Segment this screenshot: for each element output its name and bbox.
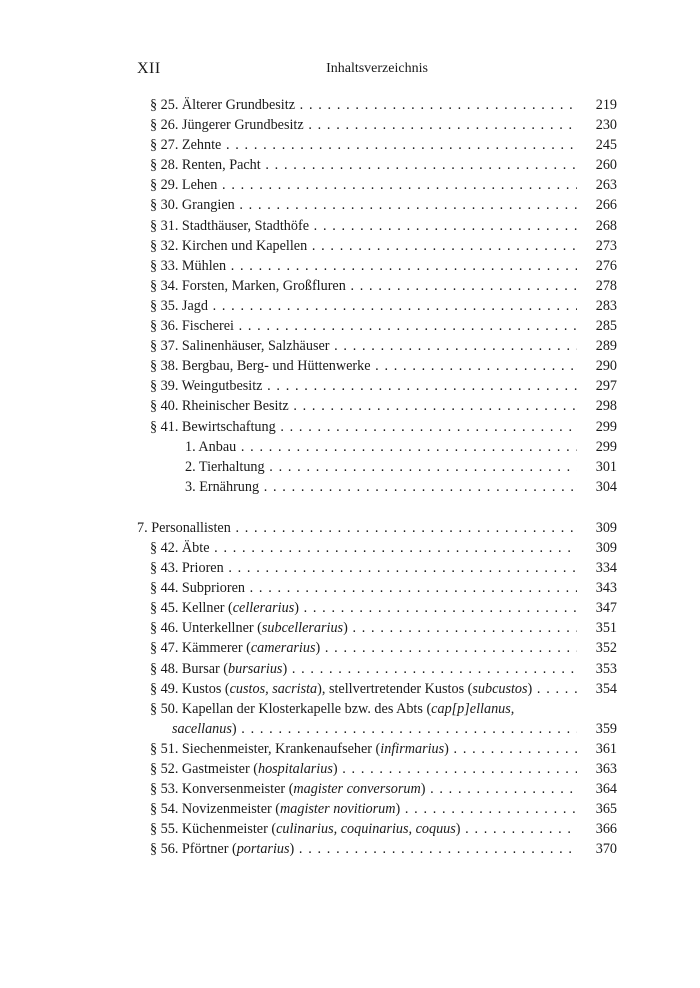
toc-entry — [137, 558, 617, 578]
toc-entry — [137, 396, 617, 416]
toc-entry — [137, 376, 617, 396]
toc-entry — [137, 799, 617, 819]
toc-entry-title: § 26. Jüngerer Grundbesitz . . . — [150, 115, 577, 135]
toc-entry — [137, 819, 617, 839]
toc-entry — [137, 336, 617, 356]
toc-entry-title: § 39. Weingutbesitz . . . — [150, 376, 577, 396]
toc-entry-title: § 51. Siechenmeister, Krankenaufseher (infirmarius) . . . — [150, 739, 577, 759]
toc-entry — [137, 598, 617, 618]
toc-entry-page: 276 — [595, 257, 617, 274]
toc-entry — [137, 437, 617, 457]
toc-entry — [137, 256, 617, 276]
toc-entry-title: § 46. Unterkellner (subcellerarius) . . . — [150, 618, 577, 638]
toc-entry-page: 366 — [595, 821, 617, 838]
toc-entry-title: § 52. Gastmeister (hospitalarius) . . . — [150, 759, 577, 779]
toc-entry-title: § 31. Stadthäuser, Stadthöfe . . . — [150, 216, 577, 236]
toc-entry-title: sacellanus) . . . — [172, 719, 577, 739]
toc-entry-page: 347 — [595, 600, 617, 617]
toc-entry-title: § 49. Kustos (custos, sacrista), stellvertretender Kustos (subcustos) . . . — [150, 679, 577, 699]
toc-entry — [137, 679, 617, 699]
toc-entry — [137, 538, 617, 558]
toc-entry-title: § 29. Lehen . . . — [150, 175, 577, 195]
toc-entry — [137, 417, 617, 437]
toc-entry-title: § 33. Mühlen . . . — [150, 256, 577, 276]
toc-entry-title: § 48. Bursar (bursarius) . . . — [150, 659, 577, 679]
toc-entry-title: 7. Personallisten . . . — [137, 518, 577, 538]
toc-entry-title: § 25. Älterer Grundbesitz . . . — [150, 95, 577, 115]
toc-entry-title: § 43. Prioren . . . — [150, 558, 577, 578]
table-of-contents — [137, 95, 617, 859]
toc-entry-page: 354 — [595, 680, 617, 697]
toc-entry-page: 289 — [595, 338, 617, 355]
toc-entry-title: 1. Anbau . . . — [185, 437, 577, 457]
toc-entry-title: 3. Ernährung . . . — [185, 477, 577, 497]
toc-entry — [137, 296, 617, 316]
toc-entry-page: 309 — [595, 519, 617, 536]
toc-entry-page: 363 — [595, 761, 617, 777]
toc-entry-title: § 41. Bewirtschaftung . . . — [150, 417, 577, 437]
toc-entry-title: § 32. Kirchen und Kapellen . . . — [150, 236, 577, 256]
toc-entry-page: 334 — [595, 560, 617, 577]
toc-entry — [137, 115, 617, 135]
toc-entry-page: 352 — [595, 640, 617, 657]
toc-entry-page: 268 — [595, 217, 617, 234]
toc-entry — [137, 356, 617, 376]
page-header — [137, 60, 617, 84]
toc-entry-page: 285 — [595, 318, 617, 335]
toc-entry — [137, 839, 617, 859]
toc-entry-page: 273 — [595, 237, 617, 254]
toc-entry-title: § 34. Forsten, Marken, Großfluren . . . — [150, 276, 577, 296]
toc-entry-title: § 30. Grangien . . . — [150, 195, 577, 215]
toc-entry-page: 343 — [595, 580, 617, 597]
running-title: Inhaltsverzeichnis — [326, 61, 428, 76]
toc-entry-page: 299 — [595, 438, 617, 455]
toc-entry — [137, 195, 617, 215]
toc-entry-page: 230 — [595, 117, 617, 134]
toc-entry — [137, 638, 617, 658]
toc-entry-title: § 54. Novizenmeister (magister novitiorum) . . . — [150, 799, 577, 819]
toc-entry-page: 299 — [595, 418, 617, 435]
toc-entry-page: 297 — [595, 378, 617, 395]
toc-entry — [137, 316, 617, 336]
toc-entry — [137, 779, 617, 799]
toc-entry-title: § 38. Bergbau, Berg- und Hüttenwerke . . . — [150, 356, 577, 376]
toc-entry-page: 245 — [595, 137, 617, 154]
toc-entry — [137, 578, 617, 598]
toc-entry-page: 301 — [595, 458, 617, 475]
toc-entry — [137, 759, 617, 779]
toc-entry — [137, 236, 617, 256]
toc-entry-page: 278 — [595, 277, 617, 294]
toc-entry-title: § 27. Zehnte . . . — [150, 135, 577, 155]
toc-entry-title: § 53. Konversenmeister (magister conversorum) . . . — [150, 779, 577, 799]
toc-entry — [137, 95, 617, 115]
toc-entry — [137, 175, 617, 195]
toc-entry — [137, 477, 617, 497]
toc-entry-page: 309 — [595, 539, 617, 556]
toc-entry — [137, 155, 617, 175]
toc-entry-page: 266 — [595, 197, 617, 214]
toc-entry-page: 290 — [595, 358, 617, 375]
toc-entry-title: § 37. Salinenhäuser, Salzhäuser . . . — [150, 336, 577, 356]
toc-entry-page: 351 — [595, 620, 617, 637]
toc-entry-title: 2. Tierhaltung . . . — [185, 457, 577, 477]
toc-entry-title: § 36. Fischerei . . . — [150, 316, 577, 336]
toc-entry-page: 370 — [595, 841, 617, 858]
toc-entry-title: § 42. Äbte . . . — [150, 538, 577, 558]
toc-entry — [137, 276, 617, 296]
toc-entry — [137, 518, 617, 538]
toc-entry-title: § 45. Kellner (cellerarius) . . . — [150, 598, 577, 618]
toc-entry-page: 263 — [595, 177, 617, 194]
toc-entry-page: 364 — [595, 781, 617, 798]
toc-entry-page: 365 — [595, 801, 617, 818]
toc-entry — [137, 719, 617, 739]
toc-entry — [137, 216, 617, 236]
toc-entry-title: § 35. Jagd . . . — [150, 296, 577, 316]
toc-entry — [137, 659, 617, 679]
section-gap — [137, 497, 617, 518]
toc-entry-page: 298 — [595, 398, 617, 415]
toc-entry-title: § 56. Pförtner (portarius) . . . — [150, 839, 577, 859]
toc-entry — [137, 739, 617, 759]
toc-entry — [137, 135, 617, 155]
toc-entry-page: 219 — [595, 97, 617, 113]
page-number: XII — [137, 60, 161, 77]
toc-entry-title: § 44. Subprioren . . . — [150, 578, 577, 598]
toc-entry-page: 304 — [595, 478, 617, 495]
toc-entry-page: 283 — [595, 297, 617, 314]
toc-entry-page: 361 — [595, 740, 617, 757]
toc-entry-page: 359 — [595, 720, 617, 737]
toc-entry-page: 260 — [595, 157, 617, 174]
toc-entry-title: § 55. Küchenmeister (culinarius, coquinarius, coquus) . . . — [150, 819, 577, 839]
toc-entry — [137, 457, 617, 477]
toc-entry — [137, 699, 617, 719]
toc-entry-title: § 50. Kapellan der Klosterkapelle bzw. des Abts (cap[p]ellanus, — [150, 700, 515, 717]
toc-entry-title: § 47. Kämmerer (camerarius) . . . — [150, 638, 577, 658]
toc-entry-page: 353 — [595, 660, 617, 677]
toc-entry — [137, 618, 617, 638]
toc-entry-title: § 40. Rheinischer Besitz . . . — [150, 396, 577, 416]
toc-entry-title: § 28. Renten, Pacht . . . — [150, 155, 577, 175]
